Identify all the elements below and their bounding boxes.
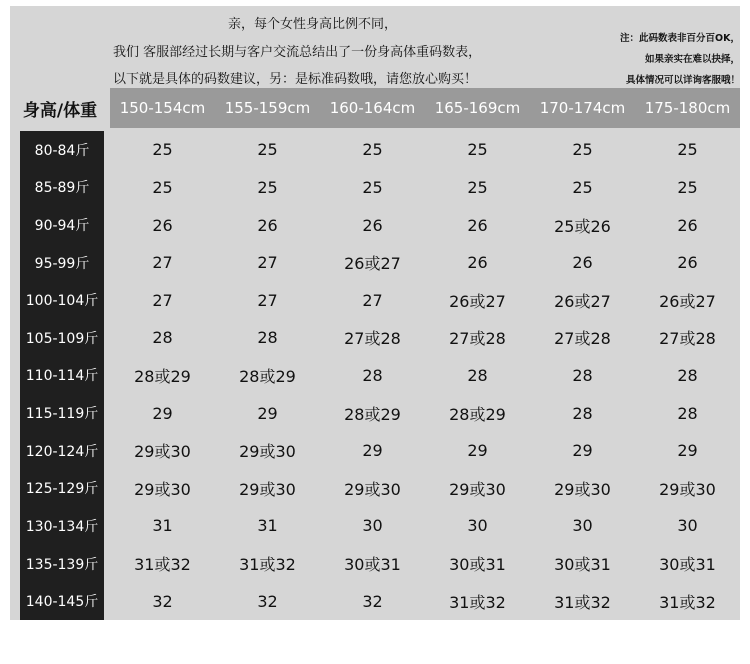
height-header-cell: 175-180cm (644, 99, 731, 117)
size-cell: 25 (257, 140, 278, 160)
size-cell: 26或27 (344, 254, 401, 274)
weight-row-label: 90-94斤 (34, 218, 90, 235)
intro-line-1: 亲，每个女性身高比例不同， (228, 17, 398, 32)
size-cell: 30 (467, 516, 488, 536)
size-cell: 27 (152, 253, 173, 273)
size-cell: 29 (362, 441, 383, 461)
weight-row-label: 85-89斤 (34, 180, 90, 197)
height-header-cell: 150-154cm (119, 99, 206, 117)
size-cell: 31或32 (134, 555, 191, 575)
size-cell: 25 (467, 140, 488, 160)
size-cell: 26 (677, 253, 698, 273)
weight-row-label: 105-109斤 (25, 330, 99, 347)
size-cell: 28 (257, 328, 278, 348)
size-cell: 30或31 (659, 555, 716, 575)
size-cell: 29 (677, 441, 698, 461)
weight-row-label: 115-119斤 (25, 406, 99, 423)
size-cell: 26或27 (554, 291, 611, 311)
size-cell: 29或30 (554, 479, 611, 499)
size-cell: 29或30 (449, 479, 506, 499)
size-cell: 28 (467, 365, 488, 385)
size-cell: 25 (257, 177, 278, 197)
size-cell: 25 (677, 177, 698, 197)
size-cell: 25 (572, 177, 593, 197)
size-cell: 25 (152, 140, 173, 160)
size-cell: 30 (677, 516, 698, 536)
intro-text (10, 6, 610, 88)
size-cell: 28 (362, 365, 383, 385)
size-cell: 30或31 (554, 555, 611, 575)
size-cell: 27或28 (449, 329, 506, 349)
size-chart (10, 6, 740, 620)
size-cell: 26 (257, 215, 278, 235)
size-cell: 28 (677, 403, 698, 423)
size-cell: 28或29 (239, 366, 296, 386)
size-cell: 29 (152, 403, 173, 423)
size-cell: 31 (257, 516, 278, 536)
size-cell: 25 (152, 177, 173, 197)
size-cell: 29 (572, 441, 593, 461)
size-cell: 28 (572, 403, 593, 423)
size-cell: 28 (572, 365, 593, 385)
size-cell: 27 (362, 290, 383, 310)
size-cell: 25或26 (554, 216, 611, 236)
size-cell: 32 (152, 591, 173, 611)
size-cell: 31或32 (239, 555, 296, 575)
size-cell: 25 (362, 177, 383, 197)
weight-row-label: 120-124斤 (25, 443, 99, 460)
size-cell: 28 (152, 328, 173, 348)
height-header-cell: 165-169cm (434, 99, 521, 117)
size-cell: 30 (362, 516, 383, 536)
size-cell: 30 (572, 516, 593, 536)
size-cell: 26或27 (659, 291, 716, 311)
height-header-cell: 170-174cm (539, 99, 626, 117)
size-cell: 29或30 (239, 442, 296, 462)
size-cell: 26 (362, 215, 383, 235)
corner-label: 身高/体重 (22, 100, 98, 121)
size-cell: 28或29 (134, 366, 191, 386)
size-cell: 26 (152, 215, 173, 235)
size-cell: 27或28 (344, 329, 401, 349)
size-cell: 26 (677, 215, 698, 235)
size-cell: 32 (362, 591, 383, 611)
size-cell: 30或31 (449, 555, 506, 575)
size-cell: 25 (362, 140, 383, 160)
size-cell: 25 (467, 177, 488, 197)
weight-row-label: 130-134斤 (25, 518, 99, 535)
size-cell: 30或31 (344, 555, 401, 575)
weight-row-label: 140-145斤 (25, 594, 99, 611)
height-header-cell: 160-164cm (329, 99, 416, 117)
note-line-2: 如果亲实在难以抉择， (644, 54, 740, 65)
size-cell: 27或28 (659, 329, 716, 349)
weight-row-label: 125-129斤 (25, 481, 99, 498)
size-cell: 31 (152, 516, 173, 536)
note-line-1: 注：此码数表非百分百OK， (620, 33, 740, 44)
weight-row-label: 100-104斤 (25, 293, 99, 310)
size-cell: 27或28 (554, 329, 611, 349)
height-header-row (110, 88, 740, 128)
disclaimer-note (600, 28, 740, 91)
height-header-cell: 155-159cm (224, 99, 311, 117)
size-cell: 26 (572, 253, 593, 273)
size-cell: 26 (467, 215, 488, 235)
size-cell: 32 (257, 591, 278, 611)
size-cell: 28或29 (344, 404, 401, 424)
size-cell: 27 (257, 290, 278, 310)
size-cell: 29或30 (134, 479, 191, 499)
size-cell: 26或27 (449, 291, 506, 311)
weight-row-label: 80-84斤 (34, 142, 90, 159)
note-line-3: 具体情况可以详询客服哦！ (625, 75, 740, 86)
size-cell: 31或32 (554, 592, 611, 612)
size-cell: 28或29 (449, 404, 506, 424)
size-cell: 28 (677, 365, 698, 385)
size-cell: 29或30 (659, 479, 716, 499)
size-cell: 31或32 (449, 592, 506, 612)
size-cell: 29或30 (239, 479, 296, 499)
intro-line-3: 以下就是具体的码数建议，另：是标准码数哦，请您放心购买！ (113, 72, 478, 87)
size-cell: 27 (257, 253, 278, 273)
size-cell: 31或32 (659, 592, 716, 612)
weight-row-label: 110-114斤 (25, 368, 99, 385)
size-cell: 29或30 (134, 442, 191, 462)
weight-column (20, 131, 104, 620)
size-cell: 29 (467, 441, 488, 461)
weight-row-label: 95-99斤 (34, 255, 90, 272)
size-cell: 29 (257, 403, 278, 423)
size-cell: 26 (467, 253, 488, 273)
weight-row-label: 135-139斤 (25, 556, 99, 573)
intro-line-2: 我们 客服部经过长期与客户交流总结出了一份身高体重码数表， (113, 45, 482, 60)
size-cell: 27 (152, 290, 173, 310)
size-cell: 25 (677, 140, 698, 160)
size-cell: 29或30 (344, 479, 401, 499)
size-cell: 25 (572, 140, 593, 160)
